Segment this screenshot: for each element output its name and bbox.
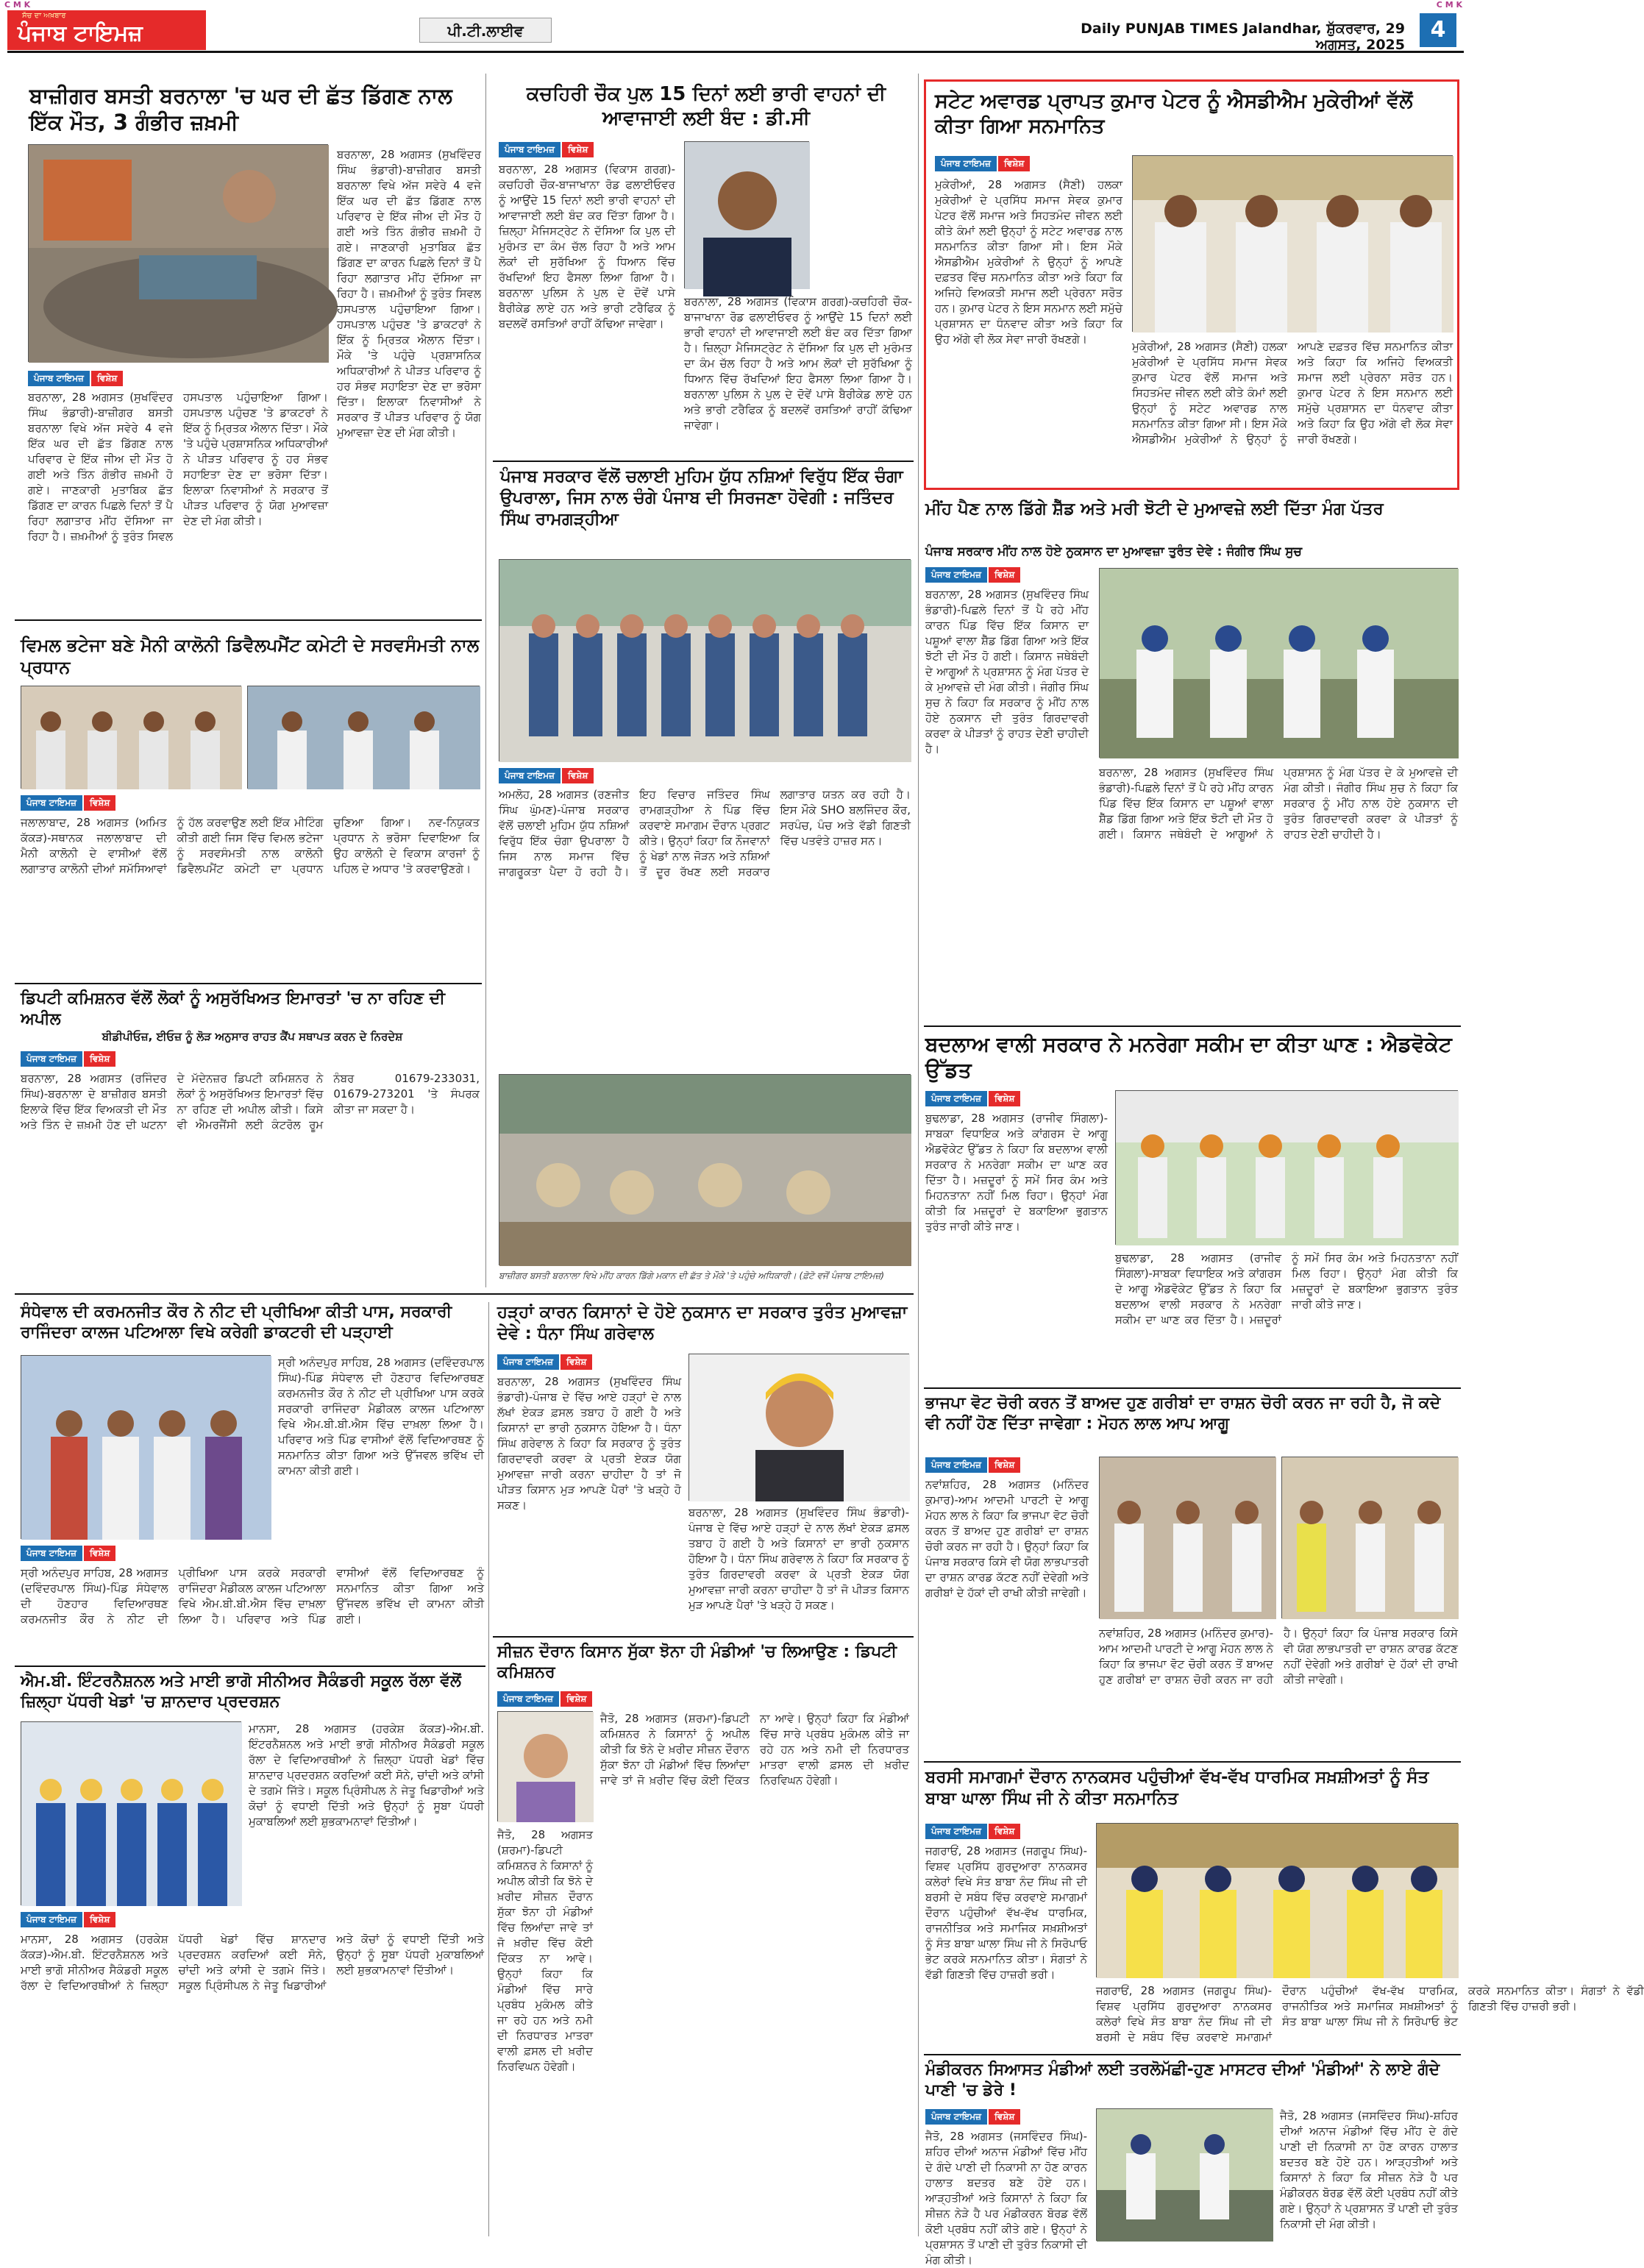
article-tag: ਪੰਜਾਬ ਟਾਇਮਜ਼ ਵਿਸ਼ੇਸ਼ <box>21 1911 115 1931</box>
article-body: ਬਰਨਾਲਾ, 28 ਅਗਸਤ (ਸੁਖਵਿੰਦਰ ਸਿੰਘ ਭੰਡਾਰੀ)-ਬਾਜ਼ੀਗਰ ਬਸਤੀ ਬਰਨਾਲਾ ਵਿਖੇ ਅੱਜ ਸਵੇਰੇ 4 ਵਜੇ ਇੱਕ ਘਰ ਦੀ ਛੱਤ ਡਿੱਗਣ ਨਾਲ ਪਰਿਵਾਰ ਦੇ ਇੱਕ ਜੀਅ ਦੀ ਮੌਤ ਹੋ ਗਈ ਅਤੇ ਤਿੰਨ ਗੰਭੀਰ ਜ਼ਖ਼ਮੀ ਹੋ ਗਏ। ਜਾਣਕਾਰੀ ਮੁਤਾਬਿਕ ਛੱਤ ਡਿੱਗਣ ਦਾ ਕਾਰਨ ਪਿਛਲੇ ਦਿਨਾਂ ਤੋਂ ਪੈ ਰਿਹਾ ਲਗਾਤਾਰ ਮੀਂਹ ਦੱਸਿਆ ਜਾ ਰਿਹਾ ਹੈ। ਜ਼ਖ਼ਮੀਆਂ ਨੂੰ ਤੁਰੰਤ ਸਿਵਲ ਹਸਪਤਾਲ ਪਹੁੰਚਾਇਆ ਗਿਆ। ਹਸਪਤਾਲ ਪਹੁੰਚਣ 'ਤੇ ਡਾਕਟਰਾਂ ਨੇ ਇੱਕ ਨੂੰ ਮ੍ਰਿਤਕ ਐਲਾਨ ਦਿੱਤਾ। ਮੌਕੇ 'ਤੇ ਪਹੁੰਚੇ ਪ੍ਰਸ਼ਾਸਨਿਕ ਅਧਿਕਾਰੀਆਂ ਨੇ ਪੀੜਤ ਪਰਿਵਾਰ ਨੂੰ ਹਰ ਸੰਭਵ ਸਹਾਇਤਾ ਦੇਣ ਦਾ ਭਰੋਸਾ ਦਿੱਤਾ। ਇਲਾਕਾ ਨਿਵਾਸੀਆਂ ਨੇ ਸਰਕਾਰ ਤੋਂ ਪੀੜਤ ਪਰਿਵਾਰ ਨੂੰ ਯੋਗ ਮੁਆਵਜ਼ਾ ਦੇਣ ਦੀ ਮੰਗ ਕੀਤੀ। <box>28 391 328 543</box>
article-body: ਮਾਨਸਾ, 28 ਅਗਸਤ (ਹਰਕੇਸ਼ ਕੱਕੜ)-ਐਮ.ਬੀ. ਇੰਟਰਨੈਸ਼ਨਲ ਅਤੇ ਮਾਈ ਭਾਗੋ ਸੀਨੀਅਰ ਸੈਕੰਡਰੀ ਸਕੂਲ ਰੱਲਾ ਦੇ ਵਿਦਿਆਰਥੀਆਂ ਨੇ ਜ਼ਿਲ੍ਹਾ ਪੱਧਰੀ ਖੇਡਾਂ ਵਿੱਚ ਸ਼ਾਨਦਾਰ ਪ੍ਰਦਰਸ਼ਨ ਕਰਦਿਆਂ ਕਈ ਸੋਨੇ, ਚਾਂਦੀ ਅਤੇ ਕਾਂਸੀ ਦੇ ਤਗਮੇ ਜਿੱਤੇ। ਸਕੂਲ ਪ੍ਰਿੰਸੀਪਲ ਨੇ ਜੇਤੂ ਖਿਡਾਰੀਆਂ ਅਤੇ ਕੋਚਾਂ ਨੂੰ ਵਧਾਈ ਦਿੱਤੀ ਅਤੇ ਉਨ੍ਹਾਂ ਨੂੰ ਸੂਬਾ ਪੱਧਰੀ ਮੁਕਾਬਲਿਆਂ ਲਈ ਸ਼ੁਭਕਾਮਨਾਵਾਂ ਦਿੱਤੀਆਂ। <box>21 1933 484 1992</box>
article-body: ਜਗਰਾਓਂ, 28 ਅਗਸਤ (ਜਗਰੂਪ ਸਿੰਘ)-ਵਿਸ਼ਵ ਪ੍ਰਸਿੱਧ ਗੁਰਦੁਆਰਾ ਨਾਨਕਸਰ ਕਲੇਰਾਂ ਵਿਖੇ ਸੰਤ ਬਾਬਾ ਨੰਦ ਸਿੰਘ ਜੀ ਦੀ ਬਰਸੀ ਦੇ ਸਬੰਧ ਵਿੱਚ ਕਰਵਾਏ ਸਮਾਗਮਾਂ ਦੌਰਾਨ ਪਹੁੰਚੀਆਂ ਵੱਖ-ਵੱਖ ਧਾਰਮਿਕ, ਰਾਜਨੀਤਿਕ ਅਤੇ ਸਮਾਜਿਕ ਸਖ਼ਸ਼ੀਅਤਾਂ ਨੂੰ ਸੰਤ ਬਾਬਾ ਘਾਲਾ ਸਿੰਘ ਜੀ ਨੇ ਸਿਰੋਪਾਓ ਭੇਟ ਕਰਕੇ ਸਨਮਾਨਿਤ ਕੀਤਾ। ਸੰਗਤਾਂ ਨੇ ਵੱਡੀ ਗਿਣਤੀ ਵਿੱਚ ਹਾਜ਼ਰੀ ਭਰੀ। <box>925 1844 1087 1981</box>
mandi-photo <box>1096 2108 1273 2241</box>
article-headline: ਸਟੇਟ ਅਵਾਰਡ ਪ੍ਰਾਪਤ ਕੁਮਾਰ ਪੇਟਰ ਨੂੰ ਐਸਡੀਐਮ ਮੁਕੇਰੀਆਂ ਵੱਲੋਂ ਕੀਤਾ ਗਿਆ ਸਨਮਾਨਿਤ <box>935 90 1413 138</box>
masthead-logo-block <box>7 10 206 50</box>
article-headline: ਬਾਜ਼ੀਗਰ ਬਸਤੀ ਬਰਨਾਲਾ 'ਚ ਘਰ ਦੀ ਛੱਤ ਡਿੱਗਣ ਨਾਲ ਇੱਕ ਮੌਤ, 3 ਗੰਭੀਰ ਜ਼ਖ਼ਮੀ <box>29 83 452 135</box>
article-tag: ਪੰਜਾਬ ਟਾਇਮਜ਼ ਵਿਸ਼ੇਸ਼ <box>925 2108 1020 2128</box>
masthead-bar <box>7 10 1464 53</box>
article-tag: ਪੰਜਾਬ ਟਾਇਮਜ਼ ਵਿਸ਼ੇਸ਼ <box>499 767 594 787</box>
collapse-photo-image <box>29 145 329 363</box>
masthead-tagline: ਸੱਚ ਦਾ ਅਖ਼ਬਾਰ <box>22 12 66 20</box>
article-headline: ਬਦਲਾਅ ਵਾਲੀ ਸਰਕਾਰ ਨੇ ਮਨਰੇਗਾ ਸਕੀਮ ਦਾ ਕੀਤਾ ਘਾਣ : ਐਡਵੋਕੇਟ ਉੱਡਤ <box>925 1032 1452 1082</box>
article-body-cont: ਮਾਨਸਾ, 28 ਅਗਸਤ (ਹਰਕੇਸ਼ ਕੱਕੜ)-ਐਮ.ਬੀ. ਇੰਟਰਨੈਸ਼ਨਲ ਅਤੇ ਮਾਈ ਭਾਗੋ ਸੀਨੀਅਰ ਸੈਕੰਡਰੀ ਸਕੂਲ ਰੱਲਾ ਦੇ ਵਿਦਿਆਰਥੀਆਂ ਨੇ ਜ਼ਿਲ੍ਹਾ ਪੱਧਰੀ ਖੇਡਾਂ ਵਿੱਚ ਸ਼ਾਨਦਾਰ ਪ੍ਰਦਰਸ਼ਨ ਕਰਦਿਆਂ ਕਈ ਸੋਨੇ, ਚਾਂਦੀ ਅਤੇ ਕਾਂਸੀ ਦੇ ਤਗਮੇ ਜਿੱਤੇ। ਸਕੂਲ ਪ੍ਰਿੰਸੀਪਲ ਨੇ ਜੇਤੂ ਖਿਡਾਰੀਆਂ ਅਤੇ ਕੋਚਾਂ ਨੂੰ ਵਧਾਈ ਦਿੱਤੀ ਅਤੇ ਉਨ੍ਹਾਂ ਨੂੰ ਸੂਬਾ ਪੱਧਰੀ ਮੁਕਾਬਲਿਆਂ ਲਈ ਸ਼ੁਭਕਾਮਨਾਵਾਂ ਦਿੱਤੀਆਂ। <box>249 1722 484 1828</box>
colony-photo-1 <box>21 686 241 789</box>
article-body-cont: ਬਰਨਾਲਾ, 28 ਅਗਸਤ (ਸੁਖਵਿੰਦਰ ਸਿੰਘ ਭੰਡਾਰੀ)-ਪਿਛਲੇ ਦਿਨਾਂ ਤੋਂ ਪੈ ਰਹੇ ਮੀਂਹ ਕਾਰਨ ਪਿੰਡ ਵਿੱਚ ਇੱਕ ਕਿਸਾਨ ਦਾ ਪਸ਼ੂਆਂ ਵਾਲਾ ਸ਼ੈੱਡ ਡਿੱਗ ਗਿਆ ਅਤੇ ਇੱਕ ਝੋਟੀ ਦੀ ਮੌਤ ਹੋ ਗਈ। ਕਿਸਾਨ ਜਥੇਬੰਦੀ ਦੇ ਆਗੂਆਂ ਨੇ ਪ੍ਰਸ਼ਾਸਨ ਨੂੰ ਮੰਗ ਪੱਤਰ ਦੇ ਕੇ ਮੁਆਵਜ਼ੇ ਦੀ ਮੰਗ ਕੀਤੀ। ਜੰਗੀਰ ਸਿੰਘ ਸੁਚ ਨੇ ਕਿਹਾ ਕਿ ਸਰਕਾਰ ਨੂੰ ਮੀਂਹ ਨਾਲ ਹੋਏ ਨੁਕਸਾਨ ਦੀ ਤੁਰੰਤ ਗਿਰਦਾਵਰੀ ਕਰਵਾ ਕੇ ਪੀੜਤਾਂ ਨੂੰ ਰਾਹਤ ਦੇਣੀ ਚਾਹੀਦੀ ਹੈ। <box>1099 766 1458 841</box>
collapse-photo <box>28 144 328 362</box>
article-tag: ਪੰਜਾਬ ਟਾਇਮਜ਼ ਵਿਸ਼ੇਸ਼ <box>925 1090 1020 1110</box>
article-body: ਬਰਨਾਲਾ, 28 ਅਗਸਤ (ਸੁਖਵਿੰਦਰ ਸਿੰਘ ਭੰਡਾਰੀ)-ਪਿਛਲੇ ਦਿਨਾਂ ਤੋਂ ਪੈ ਰਹੇ ਮੀਂਹ ਕਾਰਨ ਪਿੰਡ ਵਿੱਚ ਇੱਕ ਕਿਸਾਨ ਦਾ ਪਸ਼ੂਆਂ ਵਾਲਾ ਸ਼ੈੱਡ ਡਿੱਗ ਗਿਆ ਅਤੇ ਇੱਕ ਝੋਟੀ ਦੀ ਮੌਤ ਹੋ ਗਈ। ਕਿਸਾਨ ਜਥੇਬੰਦੀ ਦੇ ਆਗੂਆਂ ਨੇ ਪ੍ਰਸ਼ਾਸਨ ਨੂੰ ਮੰਗ ਪੱਤਰ ਦੇ ਕੇ ਮੁਆਵਜ਼ੇ ਦੀ ਮੰਗ ਕੀਤੀ। ਜੰਗੀਰ ਸਿੰਘ ਸੁਚ ਨੇ ਕਿਹਾ ਕਿ ਸਰਕਾਰ ਨੂੰ ਮੀਂਹ ਨਾਲ ਹੋਏ ਨੁਕਸਾਨ ਦੀ ਤੁਰੰਤ ਗਿਰਦਾਵਰੀ ਕਰਵਾ ਕੇ ਪੀੜਤਾਂ ਨੂੰ ਰਾਹਤ ਦੇਣੀ ਚਾਹੀਦੀ ਹੈ। <box>925 588 1089 756</box>
article-tag: ਪੰਜਾਬ ਟਾਇਮਜ਼ ਵਿਸ਼ੇਸ਼ <box>21 794 115 814</box>
cmyk-left-mark: C M K <box>4 0 31 10</box>
article-headline: ਮੀਂਹ ਪੈਣ ਨਾਲ ਡਿੱਗੇ ਸ਼ੈੱਡ ਅਤੇ ਮਰੀ ਝੋਟੀ ਦੇ ਮੁਆਵਜ਼ੇ ਲਈ ਦਿੱਤਾ ਮੰਗ ਪੱਤਰ <box>925 500 1384 519</box>
article-headline: ਸੰਧੇਵਾਲ ਦੀ ਕਰਮਨਜੀਤ ਕੌਰ ਨੇ ਨੀਟ ਦੀ ਪ੍ਰੀਖਿਆ ਕੀਤੀ ਪਾਸ, ਸਰਕਾਰੀ ਰਾਜਿੰਦਰਾ ਕਾਲਜ ਪਟਿਆਲਾ ਵਿਖੇ ਕਰੇਗੀ ਡਾਕਟਰੀ ਦੀ ਪੜ੍ਹਾਈ <box>21 1303 452 1342</box>
ration-photo-2 <box>1281 1457 1458 1618</box>
article-body: ਬਰਨਾਲਾ, 28 ਅਗਸਤ (ਰਜਿੰਦਰ ਸਿੰਘ)-ਬਰਨਾਲਾ ਦੇ ਬਾਜ਼ੀਗਰ ਬਸਤੀ ਇਲਾਕੇ ਵਿੱਚ ਇੱਕ ਵਿਅਕਤੀ ਦੀ ਮੌਤ ਅਤੇ ਤਿੰਨ ਦੇ ਜ਼ਖ਼ਮੀ ਹੋਣ ਦੀ ਘਟਨਾ ਦੇ ਮੱਦੇਨਜ਼ਰ ਡਿਪਟੀ ਕਮਿਸ਼ਨਰ ਨੇ ਲੋਕਾਂ ਨੂੰ ਅਸੁਰੱਖਿਅਤ ਇਮਾਰਤਾਂ ਵਿੱਚ ਨਾ ਰਹਿਣ ਦੀ ਅਪੀਲ ਕੀਤੀ। ਕਿਸੇ ਵੀ ਐਮਰਜੈਂਸੀ ਲਈ ਕੰਟਰੋਲ ਰੂਮ ਨੰਬਰ 01679-233031, 01679-273201 'ਤੇ ਸੰਪਰਕ ਕੀਤਾ ਜਾ ਸਕਦਾ ਹੈ। <box>21 1072 480 1131</box>
dateline: Daily PUNJAB TIMES Jalandhar, ਸ਼ੁੱਕਰਵਾਰ, 29 ਅਗਸਤ, 2025 <box>1081 21 1405 53</box>
article-body-cont: ਮੁਕੇਰੀਆਂ, 28 ਅਗਸਤ (ਸੈਣੀ) ਹਲਕਾ ਮੁਕੇਰੀਆਂ ਦੇ ਪ੍ਰਸਿੱਧ ਸਮਾਜ ਸੇਵਕ ਕੁਮਾਰ ਪੇਟਰ ਵੱਲੋਂ ਸਮਾਜ ਅਤੇ ਸਿਹਤਮੰਦ ਜੀਵਨ ਲਈ ਕੀਤੇ ਕੰਮਾਂ ਲਈ ਉਨ੍ਹਾਂ ਨੂੰ ਸਟੇਟ ਅਵਾਰਡ ਨਾਲ ਸਨਮਾਨਿਤ ਕੀਤਾ ਗਿਆ ਸੀ। ਇਸ ਮੌਕੇ ਐਸਡੀਐਮ ਮੁਕੇਰੀਆਂ ਨੇ ਉਨ੍ਹਾਂ ਨੂੰ ਆਪਣੇ ਦਫ਼ਤਰ ਵਿੱਚ ਸਨਮਾਨਿਤ ਕੀਤਾ ਅਤੇ ਕਿਹਾ ਕਿ ਅਜਿਹੇ ਵਿਅਕਤੀ ਸਮਾਜ ਲਈ ਪ੍ਰੇਰਨਾ ਸਰੋਤ ਹਨ। ਕੁਮਾਰ ਪੇਟਰ ਨੇ ਇਸ ਸਨਮਾਨ ਲਈ ਸਮੁੱਚੇ ਪ੍ਰਸ਼ਾਸਨ ਦਾ ਧੰਨਵਾਦ ਕੀਤਾ ਅਤੇ ਕਿਹਾ ਕਿ ਉਹ ਅੱਗੇ ਵੀ ਲੋਕ ਸੇਵਾ ਜਾਰੀ ਰੱਖਣਗੇ। <box>1132 340 1453 446</box>
article-tag: ਪੰਜਾਬ ਟਾਇਮਜ਼ ਵਿਸ਼ੇਸ਼ <box>21 1545 115 1565</box>
article-tag: ਪੰਜਾਬ ਟਾਇਮਜ਼ ਵਿਸ਼ੇਸ਼ <box>497 1691 592 1710</box>
article-tag: ਪੰਜਾਬ ਟਾਇਮਜ਼ ਵਿਸ਼ੇਸ਼ <box>935 155 1030 175</box>
article-headline: ਸੀਜ਼ਨ ਦੌਰਾਨ ਕਿਸਾਨ ਸੁੱਕਾ ਝੋਨਾ ਹੀ ਮੰਡੀਆਂ 'ਚ ਲਿਆਉਣ : ਡਿਪਟੀ ਕਮਿਸ਼ਨਰ <box>497 1643 897 1682</box>
article-subhead: ਬੀਡੀਪੀਓਜ਼, ਈਓਜ਼ ਨੂੰ ਲੋੜ ਅਨੁਸਾਰ ਰਾਹਤ ਕੈਂਪ ਸਥਾਪਤ ਕਰਨ ਦੇ ਨਿਰਦੇਸ਼ <box>102 1030 403 1043</box>
dc-woman-portrait <box>497 1711 593 1821</box>
neet-photo <box>21 1355 271 1539</box>
article-tag: ਪੰਜਾਬ ਟਾਇਮਜ਼ ਵਿਸ਼ੇਸ਼ <box>925 1457 1020 1476</box>
article-body: ਮੁਕੇਰੀਆਂ, 28 ਅਗਸਤ (ਸੈਣੀ) ਹਲਕਾ ਮੁਕੇਰੀਆਂ ਦੇ ਪ੍ਰਸਿੱਧ ਸਮਾਜ ਸੇਵਕ ਕੁਮਾਰ ਪੇਟਰ ਵੱਲੋਂ ਸਮਾਜ ਅਤੇ ਸਿਹਤਮੰਦ ਜੀਵਨ ਲਈ ਕੀਤੇ ਕੰਮਾਂ ਲਈ ਉਨ੍ਹਾਂ ਨੂੰ ਸਟੇਟ ਅਵਾਰਡ ਨਾਲ ਸਨਮਾਨਿਤ ਕੀਤਾ ਗਿਆ ਸੀ। ਇਸ ਮੌਕੇ ਐਸਡੀਐਮ ਮੁਕੇਰੀਆਂ ਨੇ ਉਨ੍ਹਾਂ ਨੂੰ ਆਪਣੇ ਦਫ਼ਤਰ ਵਿੱਚ ਸਨਮਾਨਿਤ ਕੀਤਾ ਅਤੇ ਕਿਹਾ ਕਿ ਅਜਿਹੇ ਵਿਅਕਤੀ ਸਮਾਜ ਲਈ ਪ੍ਰੇਰਨਾ ਸਰੋਤ ਹਨ। ਕੁਮਾਰ ਪੇਟਰ ਨੇ ਇਸ ਸਨਮਾਨ ਲਈ ਸਮੁੱਚੇ ਪ੍ਰਸ਼ਾਸਨ ਦਾ ਧੰਨਵਾਦ ਕੀਤਾ ਅਤੇ ਕਿਹਾ ਕਿ ਉਹ ਅੱਗੇ ਵੀ ਲੋਕ ਸੇਵਾ ਜਾਰੀ ਰੱਖਣਗੇ। <box>935 178 1122 346</box>
article-body: ਸ੍ਰੀ ਅਨੰਦਪੁਰ ਸਾਹਿਬ, 28 ਅਗਸਤ (ਦਵਿੰਦਰਪਾਲ ਸਿੰਘ)-ਪਿੰਡ ਸੰਧੇਵਾਲ ਦੀ ਹੋਣਹਾਰ ਵਿਦਿਆਰਥਣ ਕਰਮਨਜੀਤ ਕੌਰ ਨੇ ਨੀਟ ਦੀ ਪ੍ਰੀਖਿਆ ਪਾਸ ਕਰਕੇ ਸਰਕਾਰੀ ਰਾਜਿੰਦਰਾ ਮੈਡੀਕਲ ਕਾਲਜ ਪਟਿਆਲਾ ਵਿਖੇ ਐਮ.ਬੀ.ਬੀ.ਐਸ ਵਿੱਚ ਦਾਖ਼ਲਾ ਲਿਆ ਹੈ। ਪਰਿਵਾਰ ਅਤੇ ਪਿੰਡ ਵਾਸੀਆਂ ਵੱਲੋਂ ਵਿਦਿਆਰਥਣ ਨੂੰ ਸਨਮਾਨਿਤ ਕੀਤਾ ਗਿਆ ਅਤੇ ਉੱਜਵਲ ਭਵਿੱਖ ਦੀ ਕਾਮਨਾ ਕੀਤੀ ਗਈ। <box>21 1566 484 1626</box>
article-headline: ਕਚਹਿਰੀ ਚੌਕ ਪੁਲ 15 ਦਿਨਾਂ ਲਈ ਭਾਰੀ ਵਾਹਨਾਂ ਦੀ ਆਵਾਜਾਈ ਲਈ ਬੰਦ : ਡੀ.ਸੀ <box>526 83 886 129</box>
ration-photo-1 <box>1099 1457 1275 1618</box>
article-tag: ਪੰਜਾਬ ਟਾਇਮਜ਼ ਵਿਸ਼ੇਸ਼ <box>925 566 1020 586</box>
article-headline: ਪੰਜਾਬ ਸਰਕਾਰ ਵੱਲੋਂ ਚਲਾਈ ਮੁਹਿਮ ਯੁੱਧ ਨਸ਼ਿਆਂ ਵਿਰੁੱਧ ਇੱਕ ਚੰਗਾ ਉਪਰਾਲਾ, ਜਿਸ ਨਾਲ ਚੰਗੇ ਪੰਜਾਬ ਦੀ ਸਿਰਜਣਾ ਹੋਵੇਗੀ : ਜਤਿੰਦਰ ਸਿੰਘ ਰਾਮਗੜ੍ਹੀਆ <box>500 467 903 529</box>
article-body-cont: ਬਰਨਾਲਾ, 28 ਅਗਸਤ (ਸੁਖਵਿੰਦਰ ਸਿੰਘ ਭੰਡਾਰੀ)-ਪੰਜਾਬ ਦੇ ਵਿੱਚ ਆਏ ਹੜ੍ਹਾਂ ਦੇ ਨਾਲ ਲੱਖਾਂ ਏਕੜ ਫ਼ਸਲ ਤਬਾਹ ਹੋ ਗਈ ਹੈ ਅਤੇ ਕਿਸਾਨਾਂ ਦਾ ਭਾਰੀ ਨੁਕਸਾਨ ਹੋਇਆ ਹੈ। ਧੰਨਾ ਸਿੰਘ ਗਰੇਵਾਲ ਨੇ ਕਿਹਾ ਕਿ ਸਰਕਾਰ ਨੂੰ ਤੁਰੰਤ ਗਿਰਦਾਵਰੀ ਕਰਵਾ ਕੇ ਪ੍ਰਤੀ ਏਕੜ ਯੋਗ ਮੁਆਵਜ਼ਾ ਜਾਰੀ ਕਰਨਾ ਚਾਹੀਦਾ ਹੈ ਤਾਂ ਜੋ ਪੀੜਤ ਕਿਸਾਨ ਮੁੜ ਆਪਣੇ ਪੈਰਾਂ 'ਤੇ ਖੜ੍ਹੇ ਹੋ ਸਕਣ। <box>688 1506 909 1612</box>
article-body-cont: ਨਵਾਂਸ਼ਹਿਰ, 28 ਅਗਸਤ (ਮਨਿੰਦਰ ਕੁਮਾਰ)-ਆਮ ਆਦਮੀ ਪਾਰਟੀ ਦੇ ਆਗੂ ਮੋਹਨ ਲਾਲ ਨੇ ਕਿਹਾ ਕਿ ਭਾਜਪਾ ਵੋਟ ਚੋਰੀ ਕਰਨ ਤੋਂ ਬਾਅਦ ਹੁਣ ਗਰੀਬਾਂ ਦਾ ਰਾਸ਼ਨ ਚੋਰੀ ਕਰਨ ਜਾ ਰਹੀ ਹੈ। ਉਨ੍ਹਾਂ ਕਿਹਾ ਕਿ ਪੰਜਾਬ ਸਰਕਾਰ ਕਿਸੇ ਵੀ ਯੋਗ ਲਾਭਪਾਤਰੀ ਦਾ ਰਾਸ਼ਨ ਕਾਰਡ ਕੱਟਣ ਨਹੀਂ ਦੇਵੇਗੀ ਅਤੇ ਗਰੀਬਾਂ ਦੇ ਹੱਕਾਂ ਦੀ ਰਾਖੀ ਕੀਤੀ ਜਾਵੇਗੀ। <box>1099 1627 1458 1686</box>
article-tag: ਪੰਜਾਬ ਟਾਇਮਜ਼ ਵਿਸ਼ੇਸ਼ <box>28 370 123 390</box>
article-headline: ਭਾਜਪਾ ਵੋਟ ਚੋਰੀ ਕਰਨ ਤੋਂ ਬਾਅਦ ਹੁਣ ਗਰੀਬਾਂ ਦਾ ਰਾਸ਼ਨ ਚੋਰੀ ਕਰਨ ਜਾ ਰਹੀ ਹੈ, ਜੋ ਕਦੇ ਵੀ ਨਹੀਂ ਹੋਣ ਦਿੱਤਾ ਜਾਵੇਗਾ : ਮੋਹਨ ਲਾਲ ਆਪ ਆਗੂ <box>925 1394 1441 1433</box>
article-body: ਨਵਾਂਸ਼ਹਿਰ, 28 ਅਗਸਤ (ਮਨਿੰਦਰ ਕੁਮਾਰ)-ਆਮ ਆਦਮੀ ਪਾਰਟੀ ਦੇ ਆਗੂ ਮੋਹਨ ਲਾਲ ਨੇ ਕਿਹਾ ਕਿ ਭਾਜਪਾ ਵੋਟ ਚੋਰੀ ਕਰਨ ਤੋਂ ਬਾਅਦ ਹੁਣ ਗਰੀਬਾਂ ਦਾ ਰਾਸ਼ਨ ਚੋਰੀ ਕਰਨ ਜਾ ਰਹੀ ਹੈ। ਉਨ੍ਹਾਂ ਕਿਹਾ ਕਿ ਪੰਜਾਬ ਸਰਕਾਰ ਕਿਸੇ ਵੀ ਯੋਗ ਲਾਭਪਾਤਰੀ ਦਾ ਰਾਸ਼ਨ ਕਾਰਡ ਕੱਟਣ ਨਹੀਂ ਦੇਵੇਗੀ ਅਤੇ ਗਰੀਬਾਂ ਦੇ ਹੱਕਾਂ ਦੀ ਰਾਖੀ ਕੀਤੀ ਜਾਵੇਗੀ। <box>925 1478 1089 1599</box>
award-photo <box>1132 155 1453 332</box>
article-award-box <box>924 79 1459 490</box>
article-headline: ਮੰਡੀਕਰਨ ਸਿਆਸਤ ਮੰਡੀਆਂ ਲਈ ਤਰਲੋਮੱਛੀ-ਹੁਣ ਮਾਸਟਰ ਦੀਆਂ 'ਮੰਡੀਆਂ' ਨੇ ਲਾਏ ਗੰਦੇ ਪਾਣੀ 'ਚ ਡੇਰੇ ! <box>925 2061 1440 2100</box>
article-body: ਅਮਲੋਹ, 28 ਅਗਸਤ (ਰਣਜੀਤ ਸਿੰਘ ਘੁੰਮਣ)-ਪੰਜਾਬ ਸਰਕਾਰ ਵੱਲੋਂ ਚਲਾਈ ਮੁਹਿਮ ਯੁੱਧ ਨਸ਼ਿਆਂ ਵਿਰੁੱਧ ਇੱਕ ਚੰਗਾ ਉਪਰਾਲਾ ਹੈ ਜਿਸ ਨਾਲ ਸਮਾਜ ਵਿੱਚ ਜਾਗਰੂਕਤਾ ਪੈਦਾ ਹੋ ਰਹੀ ਹੈ। ਇਹ ਵਿਚਾਰ ਜਤਿੰਦਰ ਸਿੰਘ ਰਾਮਗੜ੍ਹੀਆ ਨੇ ਪਿੰਡ ਵਿੱਚ ਕਰਵਾਏ ਸਮਾਗਮ ਦੌਰਾਨ ਪ੍ਰਗਟ ਕੀਤੇ। ਉਨ੍ਹਾਂ ਕਿਹਾ ਕਿ ਨੌਜਵਾਨਾਂ ਨੂੰ ਖੇਡਾਂ ਨਾਲ ਜੋੜਨ ਅਤੇ ਨਸ਼ਿਆਂ ਤੋਂ ਦੂਰ ਰੱਖਣ ਲਈ ਸਰਕਾਰ ਲਗਾਤਾਰ ਯਤਨ ਕਰ ਰਹੀ ਹੈ। ਇਸ ਮੌਕੇ SHO ਬਲਜਿੰਦਰ ਕੌਰ, ਸਰਪੰਚ, ਪੰਚ ਅਤੇ ਵੱਡੀ ਗਿਣਤੀ ਵਿੱਚ ਪਤਵੰਤੇ ਹਾਜ਼ਰ ਸਨ। <box>499 788 911 878</box>
edition-label: ਪੀ.ਟੀ.ਲਾਈਵ <box>419 18 552 43</box>
dc-portrait <box>684 141 809 288</box>
article-headline: ਬਰਸੀ ਸਮਾਗਮਾਂ ਦੌਰਾਨ ਨਾਨਕਸਰ ਪਹੁੰਚੀਆਂ ਵੱਖ-ਵੱਖ ਧਾਰਮਿਕ ਸਖ਼ਸ਼ੀਅਤਾਂ ਨੂੰ ਸੰਤ ਬਾਬਾ ਘਾਲਾ ਸਿੰਘ ਜੀ ਨੇ ਕੀਤਾ ਸਨਮਾਨਿਤ <box>925 1768 1429 1808</box>
article-subhead: ਪੰਜਾਬ ਸਰਕਾਰ ਮੀਂਹ ਨਾਲ ਹੋਏ ਨੁਕਸਾਨ ਦਾ ਮੁਆਵਜ਼ਾ ਤੁਰੰਤ ਦੇਵੇ : ਜੰਗੀਰ ਸਿੰਘ ਸੁਚ <box>925 544 1303 559</box>
article-body: ਜੈਤੋ, 28 ਅਗਸਤ (ਜਸਵਿੰਦਰ ਸਿੰਘ)-ਸ਼ਹਿਰ ਦੀਆਂ ਅਨਾਜ ਮੰਡੀਆਂ ਵਿੱਚ ਮੀਂਹ ਦੇ ਗੰਦੇ ਪਾਣੀ ਦੀ ਨਿਕਾਸੀ ਨਾ ਹੋਣ ਕਾਰਨ ਹਾਲਾਤ ਬਦਤਰ ਬਣੇ ਹੋਏ ਹਨ। ਆੜ੍ਹਤੀਆਂ ਅਤੇ ਕਿਸਾਨਾਂ ਨੇ ਕਿਹਾ ਕਿ ਸੀਜ਼ਨ ਨੇੜੇ ਹੈ ਪਰ ਮੰਡੀਕਰਨ ਬੋਰਡ ਵੱਲੋਂ ਕੋਈ ਪ੍ਰਬੰਧ ਨਹੀਂ ਕੀਤੇ ਗਏ। ਉਨ੍ਹਾਂ ਨੇ ਪ੍ਰਸ਼ਾਸਨ ਤੋਂ ਪਾਣੀ ਦੀ ਤੁਰੰਤ ਨਿਕਾਸੀ ਦੀ ਮੰਗ ਕੀਤੀ। <box>925 2130 1087 2267</box>
article-tag: ਪੰਜਾਬ ਟਾਇਮਜ਼ ਵਿਸ਼ੇਸ਼ <box>499 141 594 161</box>
article-body: ਜਲਾਲਾਬਾਦ, 28 ਅਗਸਤ (ਅਮਿਤ ਕੱਕੜ)-ਸਥਾਨਕ ਜਲਾਲਾਬਾਦ ਦੀ ਮੈਨੀ ਕਾਲੋਨੀ ਦੇ ਵਾਸੀਆਂ ਵੱਲੋਂ ਲਗਾਤਾਰ ਕਾਲੋਨੀ ਦੀਆਂ ਸਮੱਸਿਆਵਾਂ ਨੂੰ ਹੱਲ ਕਰਵਾਉਣ ਲਈ ਇੱਕ ਮੀਟਿੰਗ ਕੀਤੀ ਗਈ ਜਿਸ ਵਿੱਚ ਵਿਮਲ ਭਟੇਜਾ ਨੂੰ ਸਰਵਸੰਮਤੀ ਨਾਲ ਕਾਲੋਨੀ ਡਿਵੈਲਪਮੈਂਟ ਕਮੇਟੀ ਦਾ ਪ੍ਰਧਾਨ ਚੁਣਿਆ ਗਿਆ। ਨਵ-ਨਿਯੁਕਤ ਪ੍ਰਧਾਨ ਨੇ ਭਰੋਸਾ ਦਿਵਾਇਆ ਕਿ ਉਹ ਕਾਲੋਨੀ ਦੇ ਵਿਕਾਸ ਕਾਰਜਾਂ ਨੂੰ ਪਹਿਲ ਦੇ ਅਧਾਰ 'ਤੇ ਕਰਵਾਉਣਗੇ। <box>21 816 480 875</box>
leader-portrait <box>688 1354 909 1501</box>
article-body-cont: ਸ੍ਰੀ ਅਨੰਦਪੁਰ ਸਾਹਿਬ, 28 ਅਗਸਤ (ਦਵਿੰਦਰਪਾਲ ਸਿੰਘ)-ਪਿੰਡ ਸੰਧੇਵਾਲ ਦੀ ਹੋਣਹਾਰ ਵਿਦਿਆਰਥਣ ਕਰਮਨਜੀਤ ਕੌਰ ਨੇ ਨੀਟ ਦੀ ਪ੍ਰੀਖਿਆ ਪਾਸ ਕਰਕੇ ਸਰਕਾਰੀ ਰਾਜਿੰਦਰਾ ਮੈਡੀਕਲ ਕਾਲਜ ਪਟਿਆਲਾ ਵਿਖੇ ਐਮ.ਬੀ.ਬੀ.ਐਸ ਵਿੱਚ ਦਾਖ਼ਲਾ ਲਿਆ ਹੈ। ਪਰਿਵਾਰ ਅਤੇ ਪਿੰਡ ਵਾਸੀਆਂ ਵੱਲੋਂ ਵਿਦਿਆਰਥਣ ਨੂੰ ਸਨਮਾਨਿਤ ਕੀਤਾ ਗਿਆ ਅਤੇ ਉੱਜਵਲ ਭਵਿੱਖ ਦੀ ਕਾਮਨਾ ਕੀਤੀ ਗਈ। <box>278 1356 484 1477</box>
article-headline: ਐਮ.ਬੀ. ਇੰਟਰਨੈਸ਼ਨਲ ਅਤੇ ਮਾਈ ਭਾਗੋ ਸੀਨੀਅਰ ਸੈਕੰਡਰੀ ਸਕੂਲ ਰੱਲਾ ਵੱਲੋਂ ਜ਼ਿਲ੍ਹਾ ਪੱਧਰੀ ਖੇਡਾਂ 'ਚ ਸ਼ਾਨਦਾਰ ਪ੍ਰਦਰਸ਼ਨ <box>21 1672 461 1711</box>
article-tag: ਪੰਜਾਬ ਟਾਇਮਜ਼ ਵਿਸ਼ੇਸ਼ <box>497 1354 592 1373</box>
cmyk-right-mark: C M K <box>1436 0 1462 10</box>
article-body-cont: ਜੈਤੋ, 28 ਅਗਸਤ (ਸ਼ਰਮਾ)-ਡਿਪਟੀ ਕਮਿਸ਼ਨਰ ਨੇ ਕਿਸਾਨਾਂ ਨੂੰ ਅਪੀਲ ਕੀਤੀ ਕਿ ਝੋਨੇ ਦੇ ਖ਼ਰੀਦ ਸੀਜ਼ਨ ਦੌਰਾਨ ਸੁੱਕਾ ਝੋਨਾ ਹੀ ਮੰਡੀਆਂ ਵਿੱਚ ਲਿਆਂਦਾ ਜਾਵੇ ਤਾਂ ਜੋ ਖ਼ਰੀਦ ਵਿੱਚ ਕੋਈ ਦਿੱਕਤ ਨਾ ਆਵੇ। ਉਨ੍ਹਾਂ ਕਿਹਾ ਕਿ ਮੰਡੀਆਂ ਵਿੱਚ ਸਾਰੇ ਪ੍ਰਬੰਧ ਮੁਕੰਮਲ ਕੀਤੇ ਜਾ ਰਹੇ ਹਨ ਅਤੇ ਨਮੀ ਦੀ ਨਿਰਧਾਰਤ ਮਾਤਰਾ ਵਾਲੀ ਫ਼ਸਲ ਦੀ ਖ਼ਰੀਦ ਨਿਰਵਿਘਨ ਹੋਵੇਗੀ। <box>497 1828 593 2073</box>
article-tag: ਪੰਜਾਬ ਟਾਇਮਜ਼ ਵਿਸ਼ੇਸ਼ <box>21 1051 115 1070</box>
article-headline: ਹੜ੍ਹਾਂ ਕਾਰਨ ਕਿਸਾਨਾਂ ਦੇ ਹੋਏ ਨੁਕਸਾਨ ਦਾ ਸਰਕਾਰ ਤੁਰੰਤ ਮੁਆਵਜ਼ਾ ਦੇਵੇ : ਧੰਨਾ ਸਿੰਘ ਗਰੇਵਾਲ <box>497 1303 908 1343</box>
article-headline: ਡਿਪਟੀ ਕਮਿਸ਼ਨਰ ਵੱਲੋਂ ਲੋਕਾਂ ਨੂੰ ਅਸੁਰੱਖਿਅਤ ਇਮਾਰਤਾਂ 'ਚ ਨਾ ਰਹਿਣ ਦੀ ਅਪੀਲ <box>21 989 445 1028</box>
article-body-cont: ਬਰਨਾਲਾ, 28 ਅਗਸਤ (ਸੁਖਵਿੰਦਰ ਸਿੰਘ ਭੰਡਾਰੀ)-ਬਾਜ਼ੀਗਰ ਬਸਤੀ ਬਰਨਾਲਾ ਵਿਖੇ ਅੱਜ ਸਵੇਰੇ 4 ਵਜੇ ਇੱਕ ਘਰ ਦੀ ਛੱਤ ਡਿੱਗਣ ਨਾਲ ਪਰਿਵਾਰ ਦੇ ਇੱਕ ਜੀਅ ਦੀ ਮੌਤ ਹੋ ਗਈ ਅਤੇ ਤਿੰਨ ਗੰਭੀਰ ਜ਼ਖ਼ਮੀ ਹੋ ਗਏ। ਜਾਣਕਾਰੀ ਮੁਤਾਬਿਕ ਛੱਤ ਡਿੱਗਣ ਦਾ ਕਾਰਨ ਪਿਛਲੇ ਦਿਨਾਂ ਤੋਂ ਪੈ ਰਿਹਾ ਲਗਾਤਾਰ ਮੀਂਹ ਦੱਸਿਆ ਜਾ ਰਿਹਾ ਹੈ। ਜ਼ਖ਼ਮੀਆਂ ਨੂੰ ਤੁਰੰਤ ਸਿਵਲ ਹਸਪਤਾਲ ਪਹੁੰਚਾਇਆ ਗਿਆ। ਹਸਪਤਾਲ ਪਹੁੰਚਣ 'ਤੇ ਡਾਕਟਰਾਂ ਨੇ ਇੱਕ ਨੂੰ ਮ੍ਰਿਤਕ ਐਲਾਨ ਦਿੱਤਾ। ਮੌਕੇ 'ਤੇ ਪਹੁੰਚੇ ਪ੍ਰਸ਼ਾਸਨਿਕ ਅਧਿਕਾਰੀਆਂ ਨੇ ਪੀੜਤ ਪਰਿਵਾਰ ਨੂੰ ਹਰ ਸੰਭਵ ਸਹਾਇਤਾ ਦੇਣ ਦਾ ਭਰੋਸਾ ਦਿੱਤਾ। ਇਲਾਕਾ ਨਿਵਾਸੀਆਂ ਨੇ ਸਰਕਾਰ ਤੋਂ ਪੀੜਤ ਪਰਿਵਾਰ ਨੂੰ ਯੋਗ ਮੁਆਵਜ਼ਾ ਦੇਣ ਦੀ ਮੰਗ ਕੀਤੀ। <box>337 148 481 439</box>
article-body: ਜੈਤੋ, 28 ਅਗਸਤ (ਸ਼ਰਮਾ)-ਡਿਪਟੀ ਕਮਿਸ਼ਨਰ ਨੇ ਕਿਸਾਨਾਂ ਨੂੰ ਅਪੀਲ ਕੀਤੀ ਕਿ ਝੋਨੇ ਦੇ ਖ਼ਰੀਦ ਸੀਜ਼ਨ ਦੌਰਾਨ ਸੁੱਕਾ ਝੋਨਾ ਹੀ ਮੰਡੀਆਂ ਵਿੱਚ ਲਿਆਂਦਾ ਜਾਵੇ ਤਾਂ ਜੋ ਖ਼ਰੀਦ ਵਿੱਚ ਕੋਈ ਦਿੱਕਤ ਨਾ ਆਵੇ। ਉਨ੍ਹਾਂ ਕਿਹਾ ਕਿ ਮੰਡੀਆਂ ਵਿੱਚ ਸਾਰੇ ਪ੍ਰਬੰਧ ਮੁਕੰਮਲ ਕੀਤੇ ਜਾ ਰਹੇ ਹਨ ਅਤੇ ਨਮੀ ਦੀ ਨਿਰਧਾਰਤ ਮਾਤਰਾ ਵਾਲੀ ਫ਼ਸਲ ਦੀ ਖ਼ਰੀਦ ਨਿਰਵਿਘਨ ਹੋਵੇਗੀ। <box>600 1712 909 1787</box>
article-body-cont: ਜੈਤੋ, 28 ਅਗਸਤ (ਜਸਵਿੰਦਰ ਸਿੰਘ)-ਸ਼ਹਿਰ ਦੀਆਂ ਅਨਾਜ ਮੰਡੀਆਂ ਵਿੱਚ ਮੀਂਹ ਦੇ ਗੰਦੇ ਪਾਣੀ ਦੀ ਨਿਕਾਸੀ ਨਾ ਹੋਣ ਕਾਰਨ ਹਾਲਾਤ ਬਦਤਰ ਬਣੇ ਹੋਏ ਹਨ। ਆੜ੍ਹਤੀਆਂ ਅਤੇ ਕਿਸਾਨਾਂ ਨੇ ਕਿਹਾ ਕਿ ਸੀਜ਼ਨ ਨੇੜੇ ਹੈ ਪਰ ਮੰਡੀਕਰਨ ਬੋਰਡ ਵੱਲੋਂ ਕੋਈ ਪ੍ਰਬੰਧ ਨਹੀਂ ਕੀਤੇ ਗਏ। ਉਨ੍ਹਾਂ ਨੇ ਪ੍ਰਸ਼ਾਸਨ ਤੋਂ ਪਾਣੀ ਦੀ ਤੁਰੰਤ ਨਿਕਾਸੀ ਦੀ ਮੰਗ ਕੀਤੀ। <box>1280 2109 1458 2230</box>
memo-photo <box>1099 568 1458 758</box>
article-body: ਬੁਢਲਾਡਾ, 28 ਅਗਸਤ (ਰਾਜੀਵ ਸਿੰਗਲਾ)-ਸਾਬਕਾ ਵਿਧਾਇਕ ਅਤੇ ਕਾਂਗਰਸ ਦੇ ਆਗੂ ਐਡਵੋਕੇਟ ਉੱਡਤ ਨੇ ਕਿਹਾ ਕਿ ਬਦਲਾਅ ਵਾਲੀ ਸਰਕਾਰ ਨੇ ਮਨਰੇਗਾ ਸਕੀਮ ਦਾ ਘਾਣ ਕਰ ਦਿੱਤਾ ਹੈ। ਮਜ਼ਦੂਰਾਂ ਨੂੰ ਸਮੇਂ ਸਿਰ ਕੰਮ ਅਤੇ ਮਿਹਨਤਾਨਾ ਨਹੀਂ ਮਿਲ ਰਿਹਾ। ਉਨ੍ਹਾਂ ਮੰਗ ਕੀਤੀ ਕਿ ਮਜ਼ਦੂਰਾਂ ਦੇ ਬਕਾਇਆ ਭੁਗਤਾਨ ਤੁਰੰਤ ਜਾਰੀ ਕੀਤੇ ਜਾਣ। <box>925 1112 1108 1233</box>
article-body: ਬਰਨਾਲਾ, 28 ਅਗਸਤ (ਵਿਕਾਸ ਗਰਗ)-ਕਚਹਿਰੀ ਚੌਕ-ਬਾਜਾਖਾਨਾ ਰੋਡ ਫਲਾਈਓਵਰ ਨੂੰ ਆਉਂਦੇ 15 ਦਿਨਾਂ ਲਈ ਭਾਰੀ ਵਾਹਨਾਂ ਦੀ ਆਵਾਜਾਈ ਲਈ ਬੰਦ ਕਰ ਦਿੱਤਾ ਗਿਆ ਹੈ। ਜ਼ਿਲ੍ਹਾ ਮੈਜਿਸਟ੍ਰੇਟ ਨੇ ਦੱਸਿਆ ਕਿ ਪੁਲ ਦੀ ਮੁਰੰਮਤ ਦਾ ਕੰਮ ਚੱਲ ਰਿਹਾ ਹੈ ਅਤੇ ਆਮ ਲੋਕਾਂ ਦੀ ਸੁਰੱਖਿਆ ਨੂੰ ਧਿਆਨ ਵਿੱਚ ਰੱਖਦਿਆਂ ਇਹ ਫੈਸਲਾ ਲਿਆ ਗਿਆ ਹੈ। ਬਰਨਾਲਾ ਪੁਲਿਸ ਨੇ ਪੁਲ ਦੇ ਦੋਵੇਂ ਪਾਸੇ ਬੈਰੀਕੇਡ ਲਾਏ ਹਨ ਅਤੇ ਭਾਰੀ ਟਰੈਫਿਕ ਨੂੰ ਬਦਲਵੇਂ ਰਸਤਿਆਂ ਰਾਹੀਂ ਕੱਢਿਆ ਜਾਵੇਗਾ। <box>499 163 675 330</box>
sports-photo <box>21 1721 241 1905</box>
article-tag: ਪੰਜਾਬ ਟਾਇਮਜ਼ ਵਿਸ਼ੇਸ਼ <box>925 1823 1020 1843</box>
article-body-cont: ਬਰਨਾਲਾ, 28 ਅਗਸਤ (ਵਿਕਾਸ ਗਰਗ)-ਕਚਹਿਰੀ ਚੌਕ-ਬਾਜਾਖਾਨਾ ਰੋਡ ਫਲਾਈਓਵਰ ਨੂੰ ਆਉਂਦੇ 15 ਦਿਨਾਂ ਲਈ ਭਾਰੀ ਵਾਹਨਾਂ ਦੀ ਆਵਾਜਾਈ ਲਈ ਬੰਦ ਕਰ ਦਿੱਤਾ ਗਿਆ ਹੈ। ਜ਼ਿਲ੍ਹਾ ਮੈਜਿਸਟ੍ਰੇਟ ਨੇ ਦੱਸਿਆ ਕਿ ਪੁਲ ਦੀ ਮੁਰੰਮਤ ਦਾ ਕੰਮ ਚੱਲ ਰਿਹਾ ਹੈ ਅਤੇ ਆਮ ਲੋਕਾਂ ਦੀ ਸੁਰੱਖਿਆ ਨੂੰ ਧਿਆਨ ਵਿੱਚ ਰੱਖਦਿਆਂ ਇਹ ਫੈਸਲਾ ਲਿਆ ਗਿਆ ਹੈ। ਬਰਨਾਲਾ ਪੁਲਿਸ ਨੇ ਪੁਲ ਦੇ ਦੋਵੇਂ ਪਾਸੇ ਬੈਰੀਕੇਡ ਲਾਏ ਹਨ ਅਤੇ ਭਾਰੀ ਟਰੈਫਿਕ ਨੂੰ ਬਦਲਵੇਂ ਰਸਤਿਆਂ ਰਾਹੀਂ ਕੱਢਿਆ ਜਾਵੇਗਾ। <box>684 295 912 432</box>
article-body-cont: ਜਗਰਾਓਂ, 28 ਅਗਸਤ (ਜਗਰੂਪ ਸਿੰਘ)-ਵਿਸ਼ਵ ਪ੍ਰਸਿੱਧ ਗੁਰਦੁਆਰਾ ਨਾਨਕਸਰ ਕਲੇਰਾਂ ਵਿਖੇ ਸੰਤ ਬਾਬਾ ਨੰਦ ਸਿੰਘ ਜੀ ਦੀ ਬਰਸੀ ਦੇ ਸਬੰਧ ਵਿੱਚ ਕਰਵਾਏ ਸਮਾਗਮਾਂ ਦੌਰਾਨ ਪਹੁੰਚੀਆਂ ਵੱਖ-ਵੱਖ ਧਾਰਮਿਕ, ਰਾਜਨੀਤਿਕ ਅਤੇ ਸਮਾਜਿਕ ਸਖ਼ਸ਼ੀਅਤਾਂ ਨੂੰ ਸੰਤ ਬਾਬਾ ਘਾਲਾ ਸਿੰਘ ਜੀ ਨੇ ਸਿਰੋਪਾਓ ਭੇਟ ਕਰਕੇ ਸਨਮਾਨਿਤ ਕੀਤਾ। ਸੰਗਤਾਂ ਨੇ ਵੱਡੀ ਗਿਣਤੀ ਵਿੱਚ ਹਾਜ਼ਰੀ ਭਰੀ। <box>1096 1984 1644 2044</box>
drug-campaign-photo <box>499 559 911 761</box>
masthead-logo: ਪੰਜਾਬ ਟਾਇਮਜ਼ <box>18 21 143 46</box>
colony-photo-2 <box>247 686 480 789</box>
photo-caption: ਬਾਜ਼ੀਗਰ ਬਸਤੀ ਬਰਨਾਲਾ ਵਿਖੇ ਮੀਂਹ ਕਾਰਨ ਡਿੱਗੇ ਮਕਾਨ ਦੀ ਛੱਤ ਤੇ ਮੌਕੇ 'ਤੇ ਪਹੁੰਚੇ ਅਧਿਕਾਰੀ। (ਫ਼ੋਟੋ ਵਜੋਂ ਪੰਜਾਬ ਟਾਇਮਜ਼) <box>499 1270 885 1281</box>
market-photo <box>499 1074 911 1265</box>
page-number: 4 <box>1420 13 1456 47</box>
article-body: ਬਰਨਾਲਾ, 28 ਅਗਸਤ (ਸੁਖਵਿੰਦਰ ਸਿੰਘ ਭੰਡਾਰੀ)-ਪੰਜਾਬ ਦੇ ਵਿੱਚ ਆਏ ਹੜ੍ਹਾਂ ਦੇ ਨਾਲ ਲੱਖਾਂ ਏਕੜ ਫ਼ਸਲ ਤਬਾਹ ਹੋ ਗਈ ਹੈ ਅਤੇ ਕਿਸਾਨਾਂ ਦਾ ਭਾਰੀ ਨੁਕਸਾਨ ਹੋਇਆ ਹੈ। ਧੰਨਾ ਸਿੰਘ ਗਰੇਵਾਲ ਨੇ ਕਿਹਾ ਕਿ ਸਰਕਾਰ ਨੂੰ ਤੁਰੰਤ ਗਿਰਦਾਵਰੀ ਕਰਵਾ ਕੇ ਪ੍ਰਤੀ ਏਕੜ ਯੋਗ ਮੁਆਵਜ਼ਾ ਜਾਰੀ ਕਰਨਾ ਚਾਹੀਦਾ ਹੈ ਤਾਂ ਜੋ ਪੀੜਤ ਕਿਸਾਨ ਮੁੜ ਆਪਣੇ ਪੈਰਾਂ 'ਤੇ ਖੜ੍ਹੇ ਹੋ ਸਕਣ। <box>497 1375 681 1512</box>
nanaksar-photo <box>1096 1823 1458 1977</box>
mnrega-photo <box>1115 1090 1458 1245</box>
article-headline: ਵਿਮਲ ਭਟੇਜਾ ਬਣੇ ਮੈਨੀ ਕਾਲੋਨੀ ਡਿਵੈਲਪਮੈਂਟ ਕਮੇਟੀ ਦੇ ਸਰਵਸੰਮਤੀ ਨਾਲ ਪ੍ਰਧਾਨ <box>21 635 480 678</box>
article-body-cont: ਬੁਢਲਾਡਾ, 28 ਅਗਸਤ (ਰਾਜੀਵ ਸਿੰਗਲਾ)-ਸਾਬਕਾ ਵਿਧਾਇਕ ਅਤੇ ਕਾਂਗਰਸ ਦੇ ਆਗੂ ਐਡਵੋਕੇਟ ਉੱਡਤ ਨੇ ਕਿਹਾ ਕਿ ਬਦਲਾਅ ਵਾਲੀ ਸਰਕਾਰ ਨੇ ਮਨਰੇਗਾ ਸਕੀਮ ਦਾ ਘਾਣ ਕਰ ਦਿੱਤਾ ਹੈ। ਮਜ਼ਦੂਰਾਂ ਨੂੰ ਸਮੇਂ ਸਿਰ ਕੰਮ ਅਤੇ ਮਿਹਨਤਾਨਾ ਨਹੀਂ ਮਿਲ ਰਿਹਾ। ਉਨ੍ਹਾਂ ਮੰਗ ਕੀਤੀ ਕਿ ਮਜ਼ਦੂਰਾਂ ਦੇ ਬਕਾਇਆ ਭੁਗਤਾਨ ਤੁਰੰਤ ਜਾਰੀ ਕੀਤੇ ਜਾਣ। <box>1115 1251 1458 1326</box>
